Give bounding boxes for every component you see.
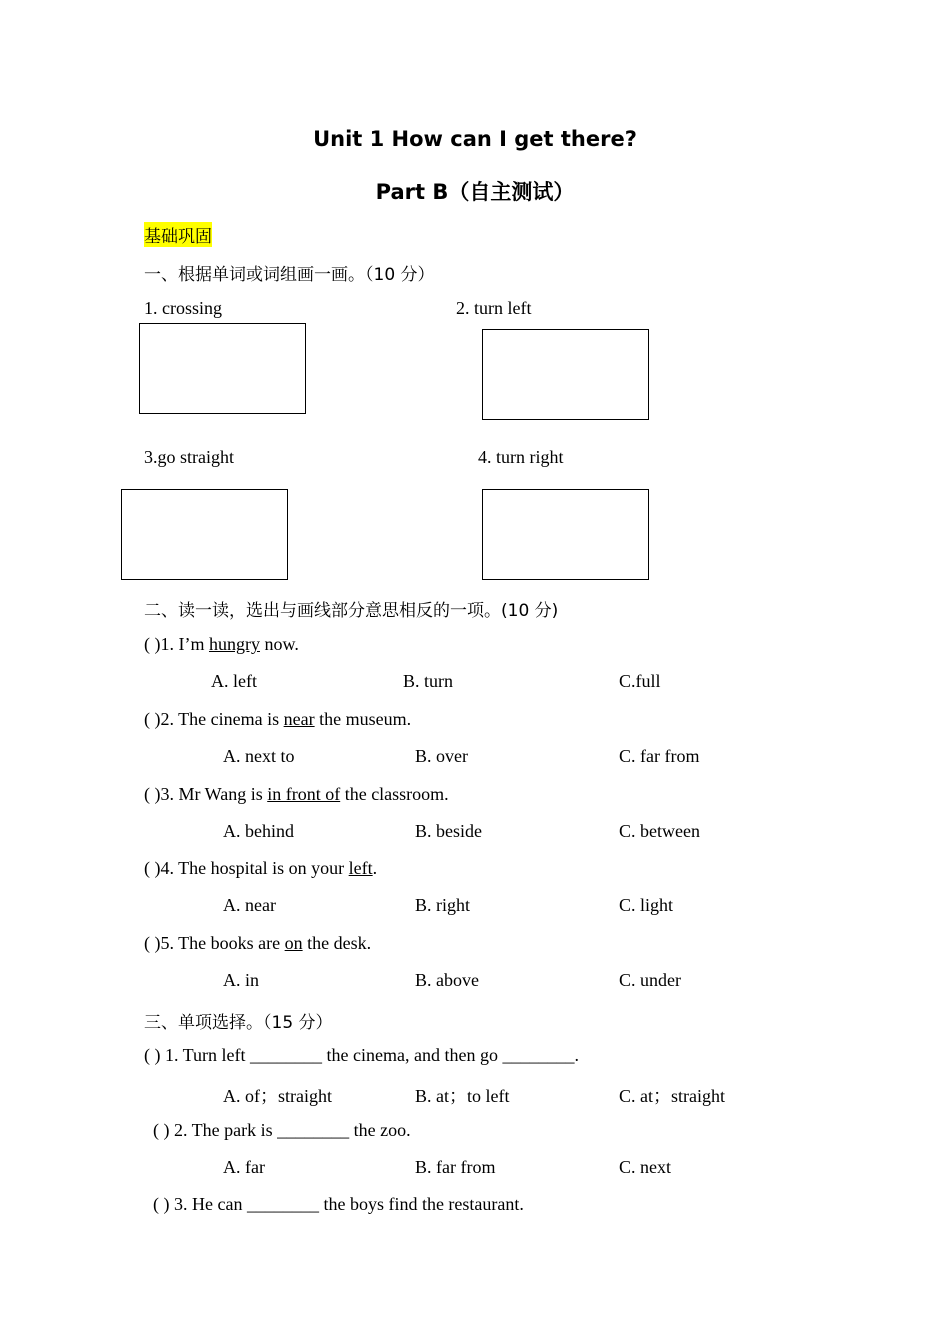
draw-item-label: 3.go straight bbox=[144, 447, 234, 467]
question-text: ( ) 1. Turn left ________ the cinema, and then go ________. bbox=[144, 1045, 579, 1065]
option-c[interactable]: C.full bbox=[619, 671, 661, 691]
question-text: ( )5. The books are on the desk. bbox=[144, 933, 372, 953]
option-b[interactable]: B. above bbox=[415, 970, 479, 990]
draw-item-label: 4. turn right bbox=[478, 447, 564, 467]
drawing-box[interactable] bbox=[121, 489, 288, 580]
drawing-box[interactable] bbox=[482, 329, 649, 420]
option-a[interactable]: A. next to bbox=[223, 746, 295, 766]
question-text: ( )4. The hospital is on your left. bbox=[144, 858, 378, 878]
draw-item-label: 1. crossing bbox=[144, 298, 222, 318]
option-a[interactable]: A. in bbox=[223, 970, 259, 990]
option-b[interactable]: B. turn bbox=[403, 671, 454, 691]
drawing-box[interactable] bbox=[139, 323, 306, 414]
option-a[interactable]: A. left bbox=[211, 671, 257, 691]
option-b[interactable]: B. over bbox=[415, 746, 468, 766]
option-c[interactable]: C. between bbox=[619, 821, 700, 841]
section-tag: 基础巩固 bbox=[144, 222, 212, 247]
option-c[interactable]: C. light bbox=[619, 895, 674, 915]
option-c[interactable]: C. far from bbox=[619, 746, 700, 766]
option-a[interactable]: A. far bbox=[223, 1157, 265, 1177]
question-text: ( ) 2. The park is ________ the zoo. bbox=[153, 1120, 411, 1140]
option-c[interactable]: C. under bbox=[619, 970, 681, 990]
page-subtitle: Part B（自主测试） bbox=[375, 180, 575, 204]
option-c[interactable]: C. at；straight bbox=[619, 1086, 725, 1106]
question-text: ( )2. The cinema is near the museum. bbox=[144, 709, 412, 729]
question-text: ( )1. I’m hungry now. bbox=[144, 634, 299, 654]
question-text: ( ) 3. He can ________ the boys find the restaurant. bbox=[153, 1194, 524, 1214]
option-b[interactable]: B. at；to left bbox=[415, 1086, 510, 1106]
option-a[interactable]: A. behind bbox=[223, 821, 294, 841]
question-text: ( )3. Mr Wang is in front of the classroom. bbox=[144, 784, 449, 804]
drawing-box[interactable] bbox=[482, 489, 649, 580]
section2-heading: 二、读一读，选出与画线部分意思相反的一项。(10 分) bbox=[144, 601, 559, 621]
option-b[interactable]: B. beside bbox=[415, 821, 482, 841]
section3-heading: 三、单项选择。（15 分） bbox=[144, 1013, 333, 1033]
option-a[interactable]: A. near bbox=[223, 895, 276, 915]
option-b[interactable]: B. right bbox=[415, 895, 471, 915]
section1-heading: 一、根据单词或词组画一画。（10 分） bbox=[144, 265, 435, 285]
draw-item-label: 2. turn left bbox=[456, 298, 532, 318]
option-c[interactable]: C. next bbox=[619, 1157, 671, 1177]
page-title: Unit 1 How can I get there? bbox=[313, 127, 637, 151]
option-b[interactable]: B. far from bbox=[415, 1157, 496, 1177]
option-a[interactable]: A. of；straight bbox=[223, 1086, 332, 1106]
